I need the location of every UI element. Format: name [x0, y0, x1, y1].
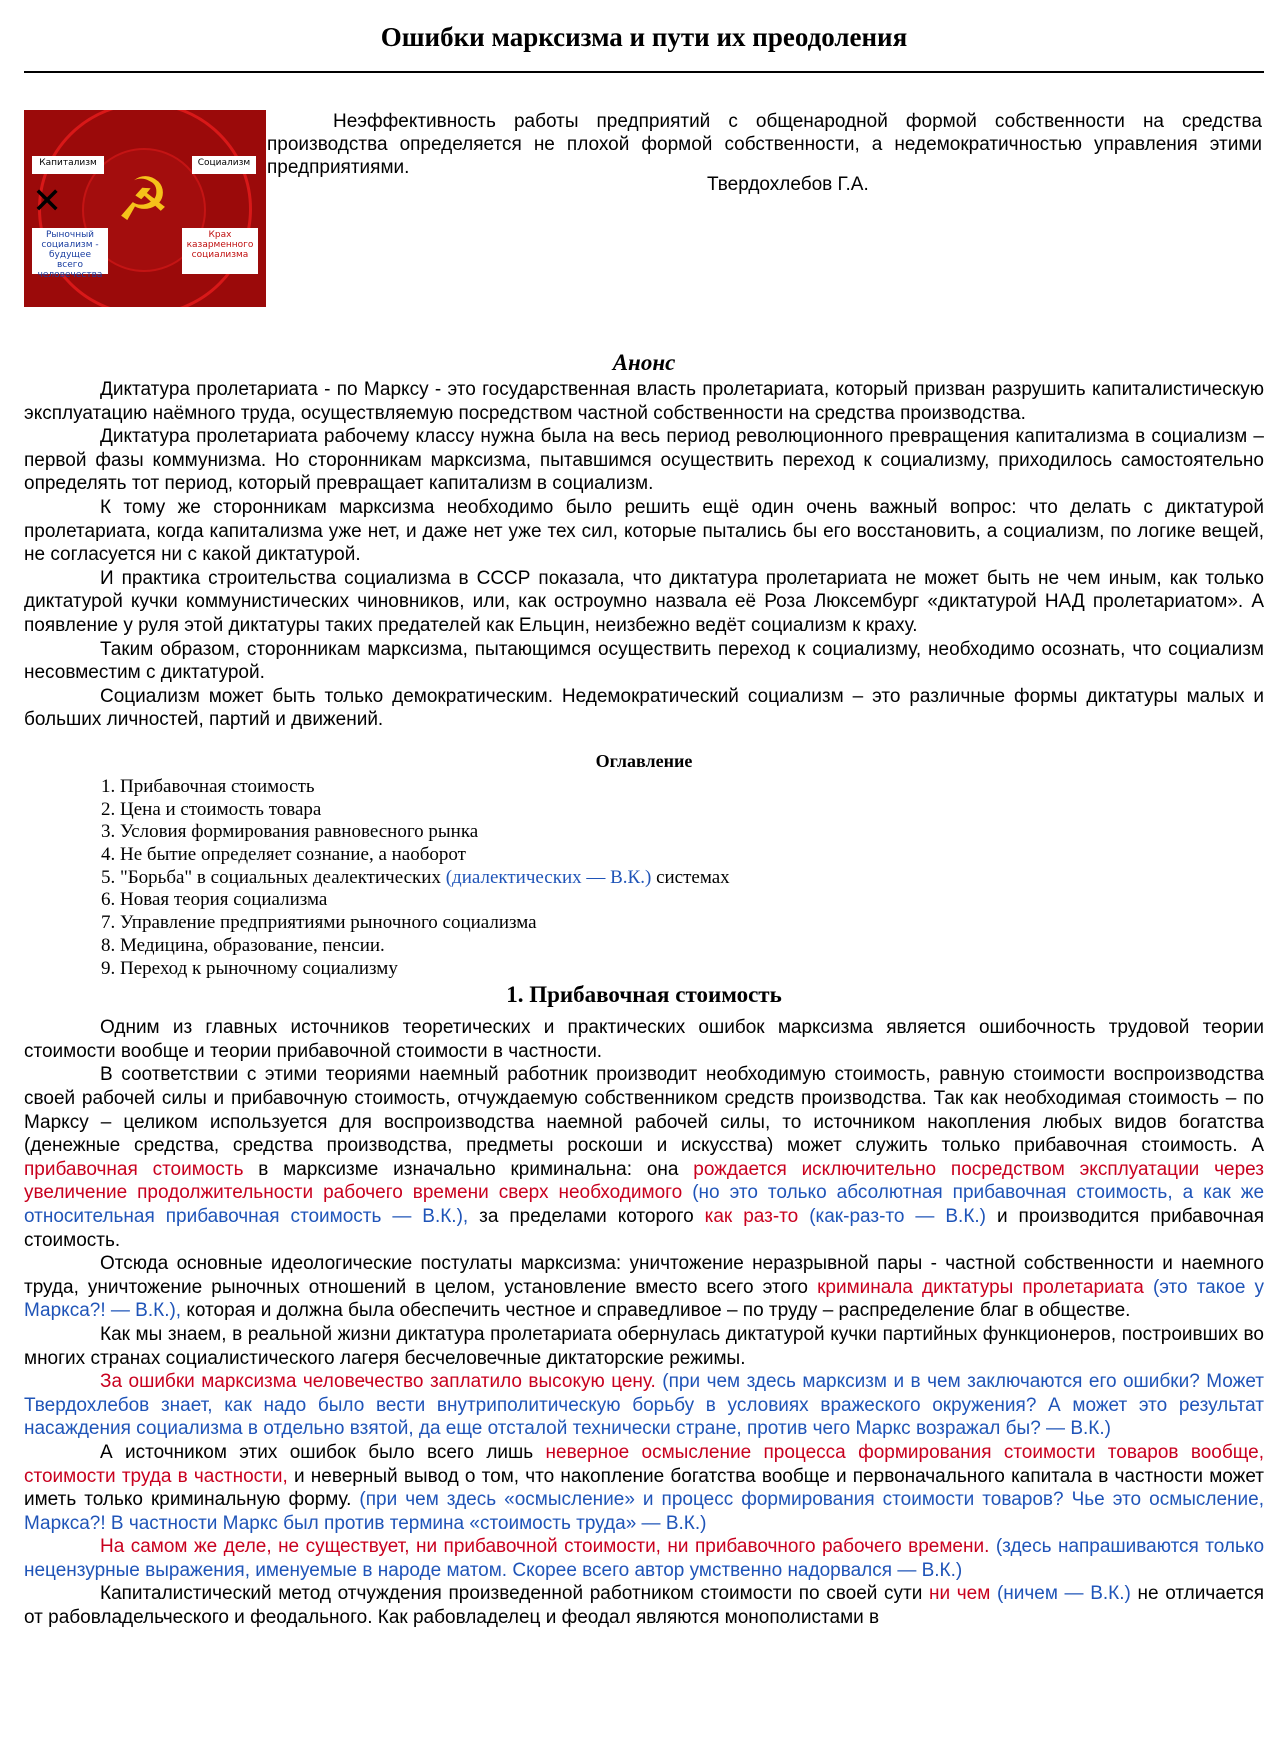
- comment-blue: (при чем здесь «осмысление» и процесс формирования стоимости товаров? Чье это осмысление, Маркса?! В частности Маркс был против термина «стоимость труда» — В.К.): [24, 1489, 1265, 1534]
- announce-heading: Анонс: [612, 350, 676, 375]
- toc-item[interactable]: 3. Условия формирования равновесного рынка: [101, 821, 479, 843]
- text-run: Капиталистический метод отчуждения произведенной работником стоимости по своей сути: [100, 1583, 923, 1605]
- text-run: В соответствии с этими теориями наемный работник производит необходимую стоимость, равную стоимости воспроизводства своей рабочей силы и прибавочную стоимость, отчуждаемую собственником средств производства. Так как необходимая стоимость – по Марксу – целиком используется для воспроизводства наемной рабочей силы, то источником накопления любых видов богатства (денежные средства, средства производства, предметы роскоши и искусства) может служить только прибавочная стоимость. А: [24, 1064, 1264, 1157]
- emblem-label-barracks-collapse: Крах казарменного социализма: [182, 228, 258, 274]
- highlight-red: рождается исключительно посредством эксплуатации через увеличение продолжительности рабочего времени сверх необходимого: [24, 1158, 1264, 1204]
- announce-paragraph: Диктатура пролетариата - по Марксу - это государственная власть пролетариата, который призван разрушить капиталистическую эксплуатацию наёмного труда, осуществляемую посредством частной собственности на средства производства.: [24, 379, 1264, 424]
- emblem-label-market-socialism: Рыночный социализм - будущее всего человечества: [32, 228, 108, 274]
- highlight-red: На самом же деле, не существует, ни прибавочной стоимости, ни прибавочного рабочего времени.: [100, 1536, 990, 1558]
- text-run: Отсюда основные идеологические постулаты марксизма: уничтожение неразрывной пары - частной собственности и наемного труда, уничтожение рыночных отношений в целом, установление вместо всего этого: [24, 1253, 1264, 1298]
- text-run: за пределами которого: [479, 1205, 694, 1227]
- text-run: и неверный вывод о том, что накопление богатства вообще и первоначального капитала в частности может иметь только криминальную форму.: [24, 1465, 1265, 1511]
- epigraph: [267, 110, 1262, 179]
- announce-paragraph: Социализм может быть только демократическим. Недемократический социализм – это различные формы диктатуры малых и больших личностей, партий и движений.: [24, 685, 1264, 731]
- text-run: А источником этих ошибок было всего лишь: [100, 1441, 534, 1463]
- toc-item-5-note: (диалектических — В.К.): [445, 866, 652, 888]
- highlight-red: прибавочная стоимость: [24, 1158, 244, 1180]
- highlight-red: неверное осмысление процесса формирования стоимости товаров вообще, стоимости труда в частности,: [24, 1441, 1265, 1487]
- announce-body: [24, 378, 1264, 732]
- section-paragraph: [24, 1441, 1264, 1535]
- section-paragraph: [24, 1370, 1264, 1441]
- cross-icon: ✕: [32, 181, 63, 222]
- document-page: [24, 0, 1264, 1630]
- text-run: не отличается от рабовладельческого и феодального. Как рабовладелец и феодал являются монополистами в: [24, 1583, 1265, 1629]
- highlight-red: За ошибки марксизма человечество заплатило высокую цену.: [100, 1371, 656, 1393]
- hammer-sickle-icon: ☭: [116, 165, 170, 235]
- comment-blue: (но это только абсолютная прибавочная стоимость, а как же относительная прибавочная стоимость — В.К.),: [24, 1182, 1265, 1227]
- intro-block: [24, 110, 1264, 340]
- toc-item-5-tail: системах: [656, 866, 730, 888]
- emblem-image: [24, 110, 266, 307]
- comment-blue: (как-раз-то — В.К.): [809, 1205, 987, 1227]
- text-run: и производится прибавочная стоимость.: [24, 1205, 1265, 1251]
- toc-item[interactable]: 6. Новая теория социализма: [101, 889, 328, 911]
- toc-item[interactable]: 7. Управление предприятиями рыночного социализма: [101, 912, 537, 934]
- comment-blue: (при чем здесь марксизм и в чем заключаются его ошибки? Может Твердохлебов знает, как надо было вести внутриполитическую борьбу в условиях вражеского окружения? А может это результат насаждения социализма в отдельно взятой, да еще отсталой технически стране, против чего Маркс возражал бы? — В.К.): [24, 1371, 1265, 1440]
- emblem-label-capitalism: Капитализм: [32, 156, 104, 174]
- announce-paragraph: Диктатура пролетариата рабочему классу нужна была на весь период революционного превращения капитализма в социализм – первой фазы коммунизма. Но сторонникам марксизма, пытавшимся осуществить переход к социализму, приходилось самостоятельно определять тот период, который превращает капитализм в социализм.: [24, 426, 1264, 495]
- highlight-red: как раз-то: [704, 1205, 799, 1227]
- epigraph-text: Неэффективность работы предприятий с общенародной формой собственности на средства производства определяется не плохой формой собственности, а недемократичностью управления этими предприятиями.: [267, 111, 1262, 178]
- highlight-red: криминала диктатуры пролетариата: [817, 1276, 1144, 1298]
- toc-heading: Оглавление: [595, 750, 693, 771]
- toc-item[interactable]: 1. Прибавочная стоимость: [101, 775, 315, 797]
- section-paragraph: Одним из главных источников теоретических и практических ошибок марксизма является ошибочность трудовой теории стоимости вообще и теории прибавочной стоимости в частности.: [24, 1017, 1264, 1062]
- comment-blue: (здесь напрашиваются только нецензурные выражения, именуемые в народе матом. Скорее всего автор умственно надорвался — В.К.): [24, 1536, 1265, 1581]
- section-paragraph: [24, 1063, 1264, 1252]
- toc-item-5[interactable]: [101, 867, 1264, 890]
- comment-blue: (ничем — В.К.): [996, 1583, 1131, 1605]
- section-paragraph: Как мы знаем, в реальной жизни диктатура пролетариата обернулась диктатурой кучки партийных функционеров, построивших во многих странах социалистического лагеря бесчеловечные диктаторские режимы.: [24, 1323, 1264, 1369]
- table-of-contents: [24, 776, 1264, 980]
- emblem-label-socialism: Социализм: [192, 156, 256, 174]
- announce-paragraph: К тому же сторонникам марксизма необходимо было решить ещё один очень важный вопрос: что делать с диктатурой пролетариата, когда капитализма уже нет, и даже нет уже тех сил, которые пытались бы его восстановить, а социализм, по логике вещей, не согласуется ни с какой диктатурой.: [24, 496, 1264, 566]
- section-body: [24, 1016, 1264, 1629]
- toc-item[interactable]: 4. Не бытие определяет сознание, а наоборот: [101, 844, 466, 866]
- text-run: в марксизме изначально криминальна: она: [258, 1158, 679, 1180]
- title-rule: [24, 71, 1264, 73]
- toc-item[interactable]: 2. Цена и стоимость товара: [101, 798, 322, 820]
- comment-blue: (это такое у Маркса?! — В.К.),: [24, 1276, 1264, 1322]
- section-paragraph: [24, 1535, 1264, 1582]
- announce-paragraph: Таким образом, сторонникам марксизма, пытающимся осуществить переход к социализму, необходимо осознать, что социализм несовместим с диктатурой.: [24, 638, 1264, 684]
- epigraph-author: Твердохлебов Г.А.: [707, 174, 869, 195]
- toc-item-5-text: 5. "Борьба" в социальных деалектических: [101, 866, 441, 888]
- announce-paragraph: И практика строительства социализма в СССР показала, что диктатура пролетариата не может быть не чем иным, как только диктатурой кучки коммунистических чиновников, или, как остроумно назвала её Роза Люксембург «диктатурой НАД пролетариатом». А появление у руля этой диктатуры таких предателей как Ельцин, неизбежно ведёт социализм к краху.: [24, 567, 1264, 636]
- highlight-red: ни чем: [929, 1583, 991, 1605]
- page-title: Ошибки марксизма и пути их преодоления: [380, 22, 908, 52]
- section-heading: 1. Прибавочная стоимость: [506, 982, 782, 1008]
- toc-item[interactable]: 9. Переход к рыночному социализму: [101, 957, 398, 979]
- text-run: которая и должна была обеспечить честное и справедливое – по труду – распределение благ в обществе.: [186, 1300, 1131, 1322]
- section-paragraph: [24, 1252, 1264, 1323]
- toc-item[interactable]: 8. Медицина, образование, пенсии.: [101, 934, 385, 956]
- section-paragraph: [24, 1582, 1264, 1629]
